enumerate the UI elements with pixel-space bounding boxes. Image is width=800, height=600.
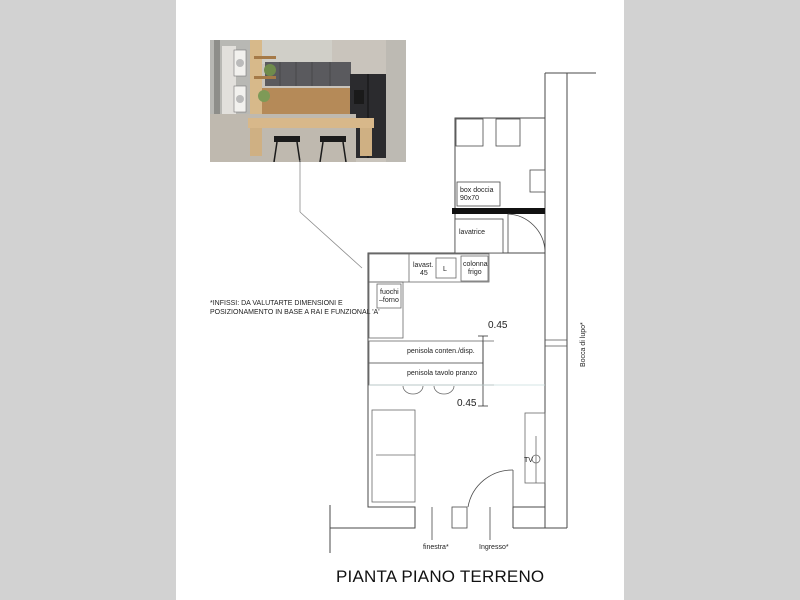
label-penisola-contenitore: penisola conten./disp. bbox=[407, 348, 475, 355]
label-finestra: finestra* bbox=[423, 544, 449, 551]
label-bocca-di-lupo: Bocca di lupo* bbox=[580, 322, 587, 367]
infissi-note-line-2: POSIZIONAMENTO IN BASE A RAI E FUNZIONAL 'A' bbox=[210, 309, 380, 316]
infissi-note-line-1: *INFISSI: DA VALUTARTE DIMENSIONI E bbox=[210, 300, 343, 307]
label-lavastoviglie-size: 45 bbox=[420, 270, 428, 277]
bathroom-door bbox=[508, 214, 545, 253]
label-box-doccia: box doccia bbox=[460, 187, 494, 194]
label-tv: TV bbox=[524, 457, 533, 464]
label-lavastoviglie: lavast. bbox=[413, 262, 434, 269]
label-penisola-tavolo: penisola tavolo pranzo bbox=[407, 370, 478, 377]
label-colonna: colonna bbox=[463, 261, 488, 268]
plan-title: PIANTA PIANO TERRENO bbox=[336, 567, 545, 586]
bathroom-thick-wall bbox=[452, 208, 545, 214]
label-box-doccia-size: 90x70 bbox=[460, 195, 480, 202]
dimension-top: 0.45 bbox=[488, 320, 508, 331]
bocca-di-lupo-marker bbox=[545, 340, 567, 346]
dimension-bottom: 0.45 bbox=[457, 398, 477, 409]
leader-lines bbox=[300, 160, 362, 268]
label-frigo: frigo bbox=[468, 269, 482, 276]
label-fuochi: fuochi bbox=[380, 289, 399, 296]
tv-unit bbox=[525, 413, 545, 483]
window-opening bbox=[432, 507, 490, 540]
sofa bbox=[372, 410, 415, 502]
label-forno: –forno bbox=[379, 297, 399, 304]
label-lavatrice: lavatrice bbox=[459, 229, 486, 236]
label-l: L bbox=[443, 266, 447, 273]
entrance-door bbox=[468, 470, 513, 507]
label-ingresso: Ingresso* bbox=[479, 544, 509, 551]
